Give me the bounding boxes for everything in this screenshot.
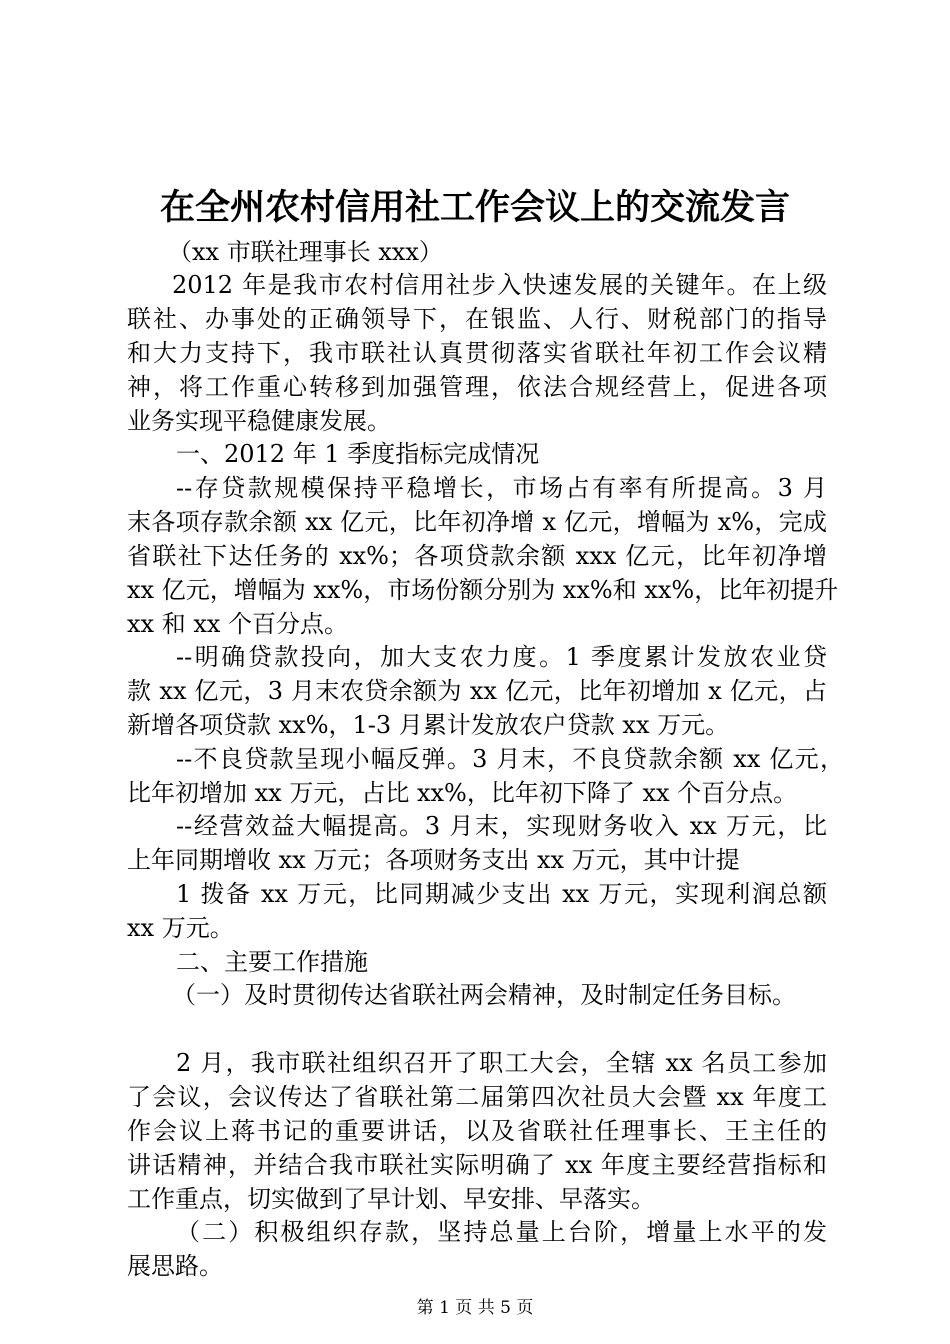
paragraph-line: 比年初增加 xx 万元，占比 xx%，比年初下降了 xx 个百分点。 bbox=[127, 779, 798, 807]
paragraph-line: xx 和 xx 个百分点。 bbox=[127, 610, 349, 638]
paragraph-line: 2 月，我市联社组织召开了职工大会，全辖 xx 名员工参加 bbox=[176, 1049, 827, 1077]
subsection-heading: （二）积极组织存款，坚持总量上台阶，增量上水平的发 bbox=[176, 1218, 827, 1246]
section-heading: 二、主要工作措施 bbox=[176, 948, 368, 976]
paragraph-line: 讲话精神，并结合我市联社实际明确了 xx 年度主要经营指标和 bbox=[127, 1151, 827, 1179]
paragraph-line: 1 拨备 xx 万元，比同期减少支出 xx 万元，实现利润总额 bbox=[176, 880, 827, 908]
paragraph-line: 工作重点，切实做到了早计划、早安排、早落实。 bbox=[127, 1185, 655, 1213]
paragraph-line: 神，将工作重心转移到加强管理，依法合规经营上，促进各项 bbox=[127, 373, 827, 401]
paragraph-line: 了会议，会议传达了省联社第二届第四次社员大会暨 xx 年度工 bbox=[127, 1083, 827, 1111]
paragraph-line: --存贷款规模保持平稳增长，市场占有率有所提高。3 月 bbox=[176, 474, 827, 502]
paragraph-line: --不良贷款呈现小幅反弹。3 月末，不良贷款余额 xx 亿元， bbox=[176, 745, 844, 773]
paragraph-line: 业务实现平稳健康发展。 bbox=[127, 407, 391, 435]
paragraph-line: 作会议上蒋书记的重要讲话，以及省联社任理事长、王主任的 bbox=[127, 1117, 827, 1145]
paragraph-line: 上年同期增收 xx 万元；各项财务支出 xx 万元，其中计提 bbox=[127, 846, 740, 874]
paragraph-line: --经营效益大幅提高。3 月末，实现财务收入 xx 万元，比 bbox=[176, 812, 827, 840]
subsection-heading: （一）及时贯彻传达省联社两会精神，及时制定任务目标。 bbox=[172, 981, 796, 1009]
paragraph-line: 和大力支持下，我市联社认真贯彻落实省联社年初工作会议精 bbox=[127, 339, 827, 367]
paragraph-line: xx 亿元，增幅为 xx%，市场份额分别为 xx%和 xx%，比年初提升 bbox=[127, 576, 839, 604]
page-footer: 第 1 页 共 5 页 bbox=[416, 1298, 534, 1318]
paragraph-line: 新增各项贷款 xx%，1-3 月累计发放农户贷款 xx 万元。 bbox=[127, 711, 730, 739]
paragraph-line: 省联社下达任务的 xx%；各项贷款余额 xxx 亿元，比年初净增 bbox=[127, 542, 827, 570]
section-heading: 一、2012 年 1 季度指标完成情况 bbox=[176, 440, 540, 468]
paragraph-line: 2012 年是我市农村信用社步入快速发展的关键年。在上级 bbox=[172, 271, 827, 299]
paragraph-line: 末各项存款余额 xx 亿元，比年初净增 x 亿元，增幅为 x%，完成 bbox=[127, 508, 827, 536]
paragraph-line: xx 万元。 bbox=[127, 914, 234, 942]
subsection-heading: 展思路。 bbox=[127, 1252, 223, 1280]
author-line: （xx 市联社理事长 xxx） bbox=[168, 238, 443, 266]
paragraph-line: --明确贷款投向，加大支农力度。1 季度累计发放农业贷 bbox=[176, 643, 827, 671]
paragraph-line: 款 xx 亿元，3 月末农贷余额为 xx 亿元，比年初增加 x 亿元，占 bbox=[127, 677, 827, 705]
document-title: 在全州农村信用社工作会议上的交流发言 bbox=[159, 188, 790, 228]
paragraph-line: 联社、办事处的正确领导下，在银监、人行、财税部门的指导 bbox=[127, 305, 827, 333]
